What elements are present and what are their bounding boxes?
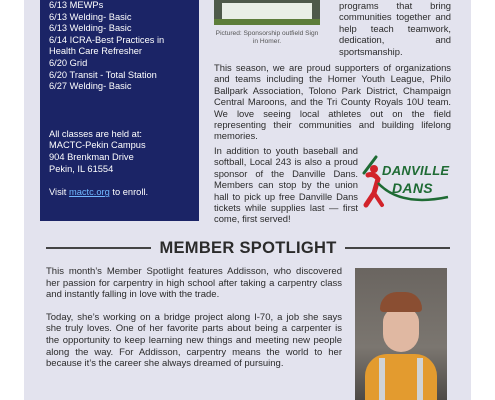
campus-name: MACTC-Pekin Campus — [49, 140, 146, 151]
class-schedule-panel — [40, 0, 199, 221]
member-photo — [355, 268, 447, 400]
divider-right — [345, 247, 450, 249]
beanie — [380, 292, 422, 312]
spotlight-body — [46, 266, 342, 381]
spotlight-header — [46, 236, 450, 260]
class-item: 6/20 Transit - Total Station — [49, 69, 157, 80]
photo-caption: Pictured: Sponsorship outfield Sign in Homer. — [215, 30, 319, 45]
enroll-prefix: Visit — [49, 187, 69, 198]
left-margin — [0, 0, 24, 400]
sponsorship-sign-photo — [214, 0, 320, 25]
spotlight-paragraph: Today, she’s working on a bridge project along I-70, a job she says she truly loves. One of her favorite parts about being a carpenter is the opportunity to keep learning new things and meeting new people along the way. For Addisson, carpentry means the world to her because it’s the career she always dreamed of pursuing. — [46, 311, 342, 370]
campus-city: Pekin, IL 61554 — [49, 163, 114, 174]
right-margin — [471, 0, 495, 400]
season-sponsorship-text: This season, we are proud supporters of organizations and teams including the Homer Youth League, Philo Ballpark Association, Tolono Park District, Champaign Central Maroons, and the Tri County Royals 10U team. We love seeing local athletes out on the field representing their communities and building lifelong memories. — [214, 62, 451, 142]
class-item: 6/13 Welding- Basic — [49, 11, 132, 22]
enroll-line — [49, 187, 190, 199]
danville-dans-text: In addition to youth baseball and softball, Local 243 is also a proud sponsor of the Danville Dans. Members can stop by the union hall to pick up free Danville Dans tickets while supplies last — first come, first served! — [214, 145, 358, 225]
mactc-link[interactable]: mactc.org — [68, 187, 110, 198]
class-list — [49, 0, 190, 93]
grass — [214, 19, 320, 25]
class-item: 6/14 ICRA-Best Practices in Health Care Refresher — [49, 34, 165, 57]
enroll-suffix: to enroll. — [109, 187, 149, 198]
member-face — [383, 308, 419, 352]
class-item: 6/13 MEWPs — [49, 0, 104, 10]
class-item: 6/13 Welding- Basic — [49, 23, 132, 34]
campus-street: 904 Brenkman Drive — [49, 151, 134, 162]
danville-dans-logo — [360, 153, 456, 209]
divider-left — [46, 247, 151, 249]
logo-text-line2: DANS — [392, 180, 433, 196]
logo-text-line1: DANVILLE — [382, 163, 450, 178]
safety-vest — [365, 354, 437, 400]
classes-location-intro: All classes are held at: — [49, 128, 143, 139]
outfield-sign — [222, 3, 312, 19]
spotlight-title: MEMBER SPOTLIGHT — [159, 238, 337, 257]
spotlight-paragraph: This month’s Member Spotlight features Addisson, who discovered her passion for carpentry in high school after taking a carpentry class and instantly falling in love with the trade. — [46, 266, 342, 301]
class-item: 6/27 Welding- Basic — [49, 81, 132, 92]
class-item: 6/20 Grid — [49, 57, 88, 68]
community-programs-text: programs that bring communities together and help teach teamwork, dedication, and sportsmanship. — [339, 0, 451, 57]
